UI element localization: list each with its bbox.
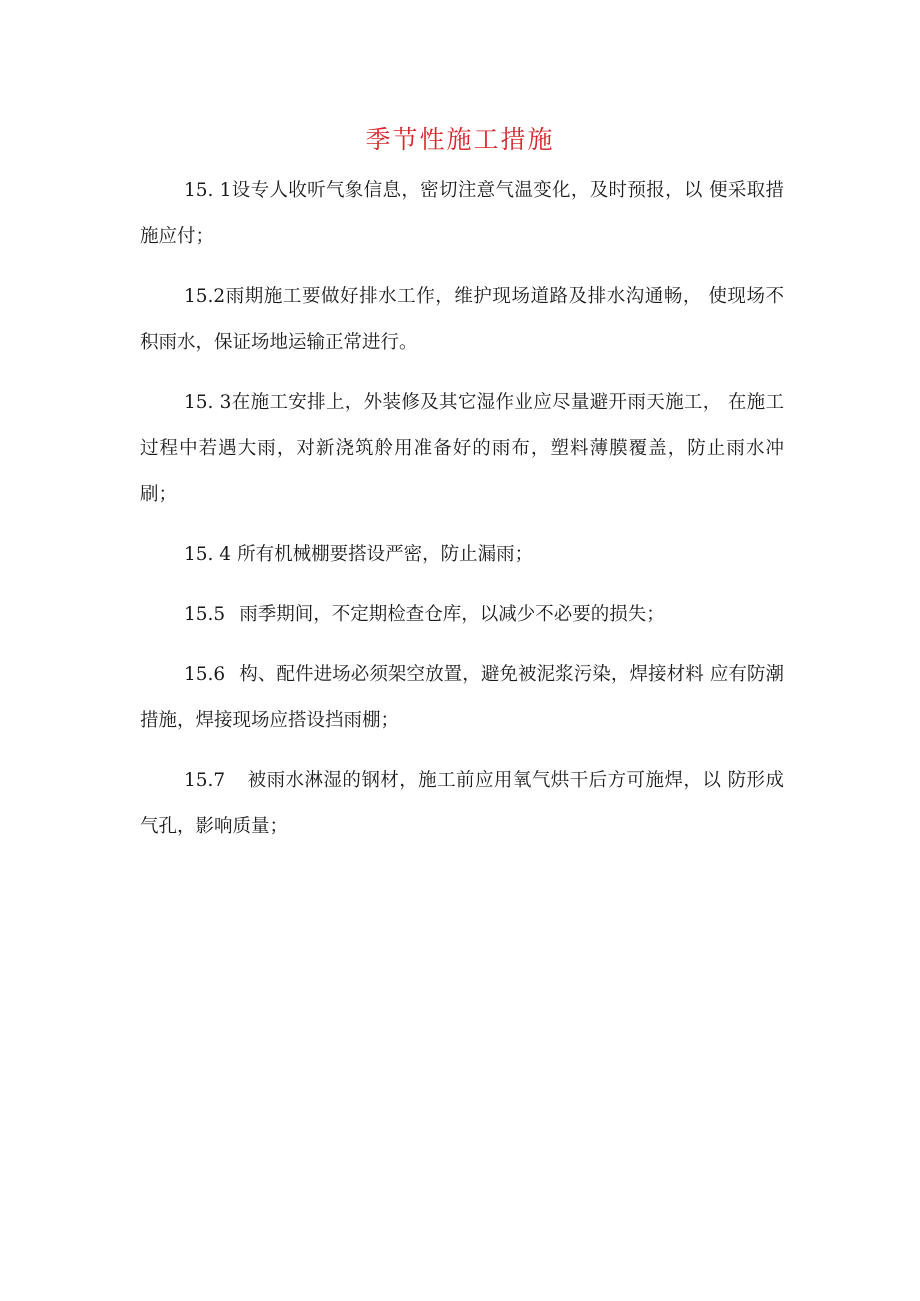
paragraph-text: 设专人收听气象信息，密切注意气温变化，及时预报，以 便采取措施应付；: [140, 180, 784, 247]
paragraph-15-7: [140, 758, 784, 850]
paragraph-15-6: [140, 652, 784, 744]
document-title: 季节性施工措施: [365, 125, 555, 154]
document-body: [140, 168, 784, 864]
paragraph-text: 构、配件进场必须架空放置，避免被泥浆污染，焊接材料 应有防潮措施，焊接现场应搭设挡雨棚；: [140, 664, 784, 731]
paragraph-15-1: [140, 168, 784, 260]
paragraph-15-3: [140, 380, 784, 518]
paragraph-text: 雨期施工要做好排水工作，维护现场道路及排水沟通畅， 使现场不积雨水，保证场地运输正常进行。: [140, 286, 784, 353]
paragraph-number: 15.5: [184, 604, 226, 625]
paragraph-number: 15.6: [184, 664, 226, 685]
paragraph-number: 15. 3: [184, 392, 232, 413]
paragraph-15-4: [140, 532, 784, 578]
paragraph-15-2: [140, 274, 784, 366]
paragraph-number: 15. 4: [184, 544, 232, 565]
paragraph-number: 15.2: [184, 286, 226, 307]
paragraph-number: 15.7: [184, 770, 226, 791]
paragraph-text: 所有机械棚要搭设严密，防止漏雨；: [237, 544, 534, 565]
paragraph-text: 雨季期间，不定期检查仓库，以减少不必要的损失；: [239, 604, 665, 625]
paragraph-number: 15. 1: [184, 180, 232, 201]
paragraph-15-5: [140, 592, 784, 638]
paragraph-text: 在施工安排上，外装修及其它湿作业应尽量避开雨天施工， 在施工过程中若遇大雨，对新浇筑舲用准备好的雨布，塑料薄膜覆盖，防止雨水冲刷；: [140, 392, 784, 505]
paragraph-text: 被雨水淋湿的钢材，施工前应用氧气烘干后方可施焊，以 防形成气孔，影响质量；: [140, 770, 784, 837]
